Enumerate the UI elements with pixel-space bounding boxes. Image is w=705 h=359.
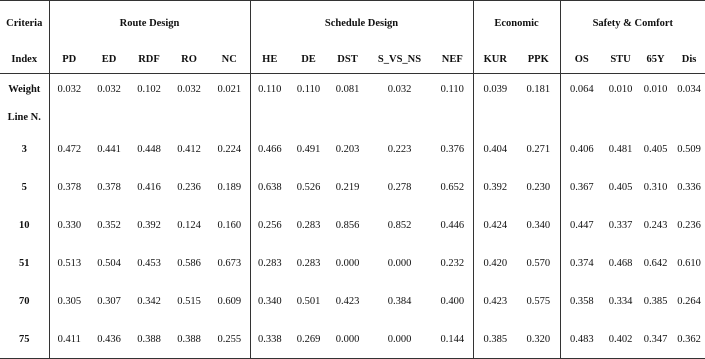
line-number-cell: 5 [0,168,49,206]
empty-cell [673,104,705,130]
table-cell: 0.336 [677,181,701,193]
table-cell: 0.481 [608,143,633,155]
table-cell: 0.416 [137,181,161,193]
line-number-cell: 75 [0,320,49,359]
table-body [0,74,705,359]
weight-cell: 0.032 [57,83,82,95]
table-cell: 0.000 [328,320,367,359]
table-cell: 0.189 [209,168,250,206]
index-header-cell: DST [328,45,367,74]
table-cell: 0.570 [517,244,560,282]
table-cell: 0.307 [97,295,121,307]
index-header-cell: NC [209,45,250,74]
table-cell: 0.609 [209,282,250,320]
table-row [0,168,705,206]
empty-cell [560,104,603,130]
table-cell: 0.347 [638,320,673,359]
line-number-cell: 70 [0,282,49,320]
table-cell: 0.374 [569,257,594,269]
table-cell: 0.405 [643,143,668,155]
empty-cell [473,104,517,130]
table-cell: 0.412 [177,143,201,155]
index-header-cell: RDF [129,45,169,74]
table-cell: 0.575 [517,282,560,320]
table-cell: 0.392 [483,181,508,193]
table-cell: 0.305 [57,295,82,307]
weight-cell: 0.064 [569,83,594,95]
criteria-header: Criteria [0,1,49,46]
index-header-row [0,45,705,74]
line-number-cell: 10 [0,206,49,244]
table-cell: 0.388 [169,320,209,359]
table-cell: 0.243 [643,219,668,231]
table-cell: 0.342 [137,295,161,307]
table-cell: 0.340 [517,206,560,244]
weight-cell: 0.021 [209,74,250,105]
table-cell: 0.378 [97,181,121,193]
table-cell: 0.509 [677,143,701,155]
weight-cell: 0.110 [296,83,321,95]
table-cell: 0.420 [483,257,508,269]
table-cell: 0.423 [483,295,508,307]
weight-cell: 0.039 [483,83,508,95]
weight-cell: 0.010 [608,83,633,95]
table-cell: 0.283 [296,219,321,231]
table-cell: 0.448 [137,143,161,155]
empty-cell [367,104,432,130]
weight-cell: 0.110 [258,83,282,95]
group-header-economic: Economic [473,1,560,46]
table-cell: 0.673 [209,244,250,282]
table-cell: 0.610 [677,257,701,269]
empty-cell [89,104,129,130]
weight-cell: 0.032 [387,83,412,95]
index-header-cell: PD [49,45,89,74]
table-cell: 0.491 [296,143,321,155]
table-cell: 0.406 [569,143,594,155]
table-cell: 0.232 [432,244,473,282]
table-cell: 0.638 [257,181,282,193]
table-cell: 0.236 [677,219,701,231]
table-cell: 0.385 [643,295,668,307]
table-cell: 0.320 [517,320,560,359]
table-cell: 0.340 [257,295,282,307]
index-header-cell: ED [89,45,129,74]
table-cell: 0.515 [177,295,201,307]
table-row [0,244,705,282]
table-cell: 0.402 [603,320,638,359]
table-cell: 0.224 [209,130,250,168]
table-cell: 0.384 [387,295,412,307]
table-cell: 0.337 [608,219,633,231]
table-cell: 0.283 [296,257,321,269]
table-cell: 0.362 [673,320,705,359]
table-cell: 0.000 [367,320,432,359]
weight-cell: 0.010 [643,83,668,95]
index-header-cell: KUR [473,45,517,74]
table-cell: 0.504 [97,257,121,269]
table-row [0,320,705,359]
index-header-cell: RO [169,45,209,74]
weight-cell: 0.102 [137,83,161,95]
index-header-cell: 65Y [638,45,673,74]
group-header-route-design: Route Design [49,1,250,46]
table-cell: 0.652 [432,168,473,206]
group-header-row [0,1,705,46]
table-cell: 0.256 [257,219,282,231]
index-header-cell: STU [603,45,638,74]
line-number-label: Line N. [0,104,49,130]
weight-cell: 0.032 [177,83,201,95]
weight-cell: 0.034 [677,83,701,95]
table-cell: 0.385 [473,320,517,359]
table-cell: 0.376 [432,130,473,168]
empty-cell [169,104,209,130]
table-cell: 0.330 [57,219,82,231]
table-cell: 0.000 [335,257,360,269]
table-cell: 0.124 [177,219,201,231]
table-cell: 0.160 [209,206,250,244]
weight-cell: 0.181 [517,74,560,105]
table-cell: 0.483 [560,320,603,359]
table-cell: 0.223 [387,143,412,155]
table-cell: 0.501 [296,295,321,307]
table-cell: 0.203 [335,143,360,155]
table-cell: 0.423 [335,295,360,307]
group-header-safety-comfort: Safety & Comfort [560,1,705,46]
empty-cell [289,104,328,130]
index-header-cell: Dis [673,45,705,74]
empty-cell [517,104,560,130]
table-cell: 0.466 [257,143,282,155]
table-cell: 0.255 [209,320,250,359]
table-cell: 0.441 [97,143,121,155]
table-cell: 0.468 [608,257,633,269]
table-cell: 0.388 [129,320,169,359]
empty-cell [129,104,169,130]
empty-cell [603,104,638,130]
table-cell: 0.513 [57,257,82,269]
table-cell: 0.400 [432,282,473,320]
index-header-cell: S_VS_NS [367,45,432,74]
table-cell: 0.230 [517,168,560,206]
empty-cell [638,104,673,130]
table-cell: 0.436 [89,320,129,359]
table-cell: 0.352 [97,219,121,231]
table-cell: 0.586 [177,257,201,269]
table-cell: 0.411 [49,320,89,359]
empty-cell [49,104,89,130]
table-cell: 0.269 [289,320,328,359]
table-cell: 0.219 [335,181,360,193]
table-cell: 0.278 [387,181,412,193]
empty-cell [209,104,250,130]
table-cell: 0.358 [569,295,594,307]
table-cell: 0.852 [387,219,412,231]
index-header-cell: HE [250,45,289,74]
table-row [0,282,705,320]
line-number-cell: 3 [0,130,49,168]
table-row [0,206,705,244]
table-cell: 0.378 [57,181,82,193]
table-cell: 0.392 [137,219,161,231]
table-cell: 0.472 [57,143,82,155]
group-header-schedule-design: Schedule Design [250,1,473,46]
index-header-cell: OS [560,45,603,74]
table-cell: 0.642 [643,257,668,269]
table-cell: 0.424 [483,219,508,231]
weight-cell: 0.081 [335,83,360,95]
index-header-cell: NEF [432,45,473,74]
table-cell: 0.453 [137,257,161,269]
table-cell: 0.236 [177,181,201,193]
table-cell: 0.447 [569,219,594,231]
empty-cell [250,104,289,130]
empty-cell [432,104,473,130]
index-header: Index [0,45,49,74]
line-number-cell: 51 [0,244,49,282]
table-cell: 0.000 [387,257,412,269]
table-cell: 0.271 [517,130,560,168]
table-row [0,130,705,168]
weight-cell: 0.032 [97,83,121,95]
empty-cell [328,104,367,130]
table-cell: 0.338 [250,320,289,359]
table-cell: 0.856 [335,219,360,231]
index-header-cell: PPK [517,45,560,74]
table-cell: 0.334 [608,295,633,307]
weight-label: Weight [0,74,49,105]
table-cell: 0.404 [483,143,508,155]
table-cell: 0.446 [432,206,473,244]
weight-cell: 0.110 [432,74,473,105]
weight-row [0,74,705,105]
index-header-cell: DE [289,45,328,74]
table-cell: 0.264 [677,295,701,307]
table-cell: 0.310 [643,181,668,193]
table-cell: 0.144 [432,320,473,359]
table-cell: 0.283 [257,257,282,269]
table-cell: 0.405 [608,181,633,193]
table-cell: 0.367 [569,181,594,193]
line-number-section-row [0,104,705,130]
table-cell: 0.526 [296,181,321,193]
